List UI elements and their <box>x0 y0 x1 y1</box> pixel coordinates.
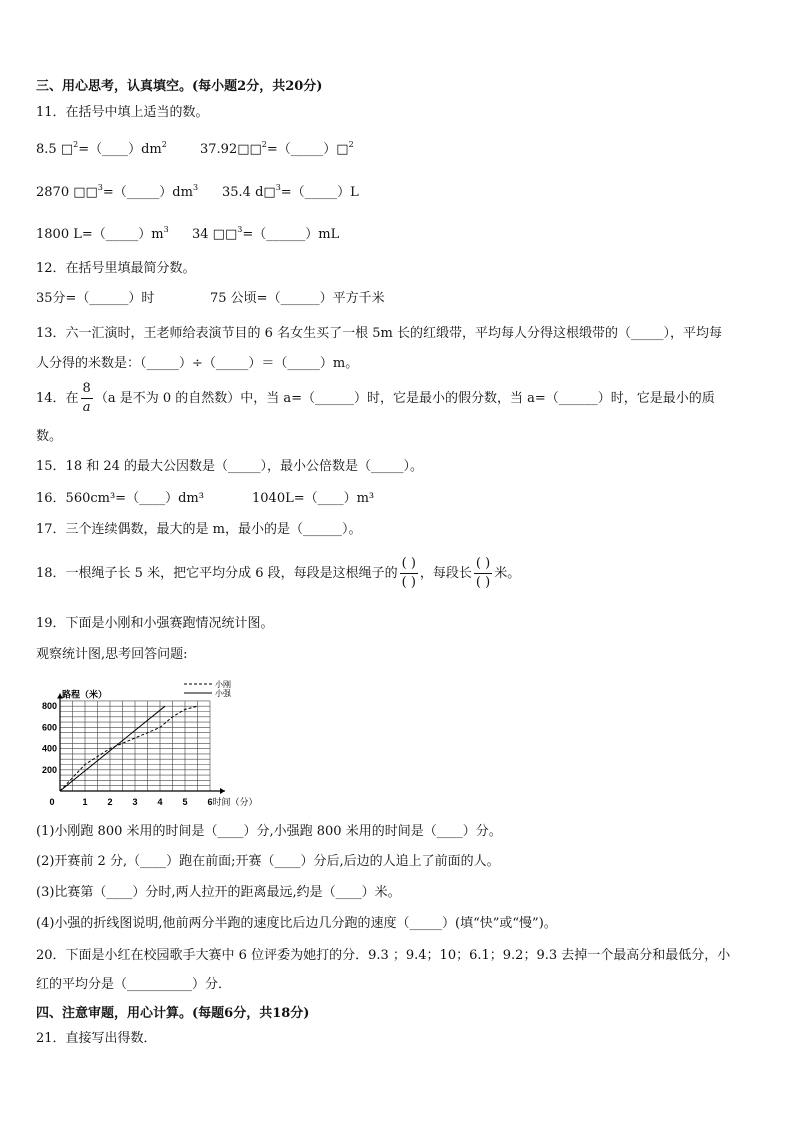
x-tick-label: 4 <box>157 797 163 806</box>
y-axis-label: 路程（米） <box>62 690 108 701</box>
q19-sub3: (3)比赛第（____）分时,两人拉开的距离最远,约是（____）米。 <box>36 885 401 900</box>
q11-row1-b: 37.92□□$^2$=（_____）□$^2$ <box>200 140 354 157</box>
q11-row2-a: 2870 $□□^3=(\_\_\_\_\_)dm^3$ <box>36 183 199 200</box>
q13-line1: 13．六一汇演时，王老师给表演节目的 6 名女生买了一根 5m 长的红缎带，平均每人分得这根缎带的（_____），平均每 <box>36 326 722 341</box>
q13-line2: 人分得的米数是：（_____）÷（_____）＝（_____）m。 <box>36 356 359 371</box>
q21-title: 21．直接写出得数． <box>36 1031 157 1046</box>
q18-fraction-2: $\frac{( )}{( )}$ <box>475 556 491 590</box>
x-tick-label: 2 <box>107 797 113 806</box>
race-line-chart <box>34 676 274 806</box>
q16-a: 16．560cm³=（____）dm³ <box>36 491 204 506</box>
q18: 18．一根绳子长 5 米，把它平均分成 6 段，每段是这根绳子的 $\frac{( )}{( )}$ ，每段长 $\frac{( )}{( )}$ 米。 <box>36 556 521 590</box>
q14-line2: 数。 <box>36 429 63 444</box>
x-axis-label: 时间（分） <box>212 798 258 806</box>
x-axis-arrow <box>220 788 225 794</box>
q19-intro: 观察统计图,思考回答问题: <box>36 647 188 662</box>
q19-sub4: (4)小强的折线图说明,他前两分半跑的速度比后边几分跑的速度（_____）(填“快”或“慢”)。 <box>36 916 557 931</box>
legend-label: 小刚 <box>215 680 231 689</box>
x-tick-label: 0 <box>49 797 55 806</box>
section-4-title: 四、注意审题，用心计算。(每题6分，共18分) <box>36 1006 310 1021</box>
q19-title: 19．下面是小刚和小强赛跑情况统计图。 <box>36 616 274 631</box>
q16-b: 1040L=（____）m³ <box>252 491 375 506</box>
q20-line1: 20．下面是小红在校园歌手大赛中 6 位评委为她打的分．9.3 ；9.4；10；6.1；9.2；9.3 去掉一个最高分和最低分，小 <box>36 948 731 963</box>
x-tick-label: 6 <box>207 797 213 806</box>
q12-title: 12．在括号里填最简分数。 <box>36 261 196 276</box>
q19-sub1: (1)小刚跑 800 米用的时间是（____）分,小强跑 800 米用的时间是（____）分。 <box>36 824 502 839</box>
q17: 17．三个连续偶数，最大的是 m，最小的是（______）。 <box>36 522 362 537</box>
x-tick-label: 5 <box>182 797 188 806</box>
x-tick-label: 1 <box>82 797 88 806</box>
y-tick-label: 800 <box>41 701 57 712</box>
q15: 15．18 和 24 的最大公因数是（_____），最小公倍数是（_____）。 <box>36 459 424 474</box>
q20-line2: 红的平均分是（__________）分． <box>36 977 232 992</box>
q12-a: 35分=（______）时 <box>36 291 155 306</box>
section-3-title: 三、用心思考，认真填空。(每小题2分，共20分) <box>36 79 323 94</box>
q11-row3-b: 34 □□$^3$=（______）mL <box>192 225 340 242</box>
q18-fraction-1: $\frac{( )}{( )}$ <box>401 556 416 590</box>
q12-b: 75 公顷=（______）平方千米 <box>210 291 385 306</box>
q14-fraction: $\frac{8}{a}$ <box>82 381 91 415</box>
q11-row3-a: 1800 $L=(\_\_\_\_\_)m^3$ <box>36 225 169 242</box>
q11-row2-b: 35.4 d□$^3$=（_____）L <box>222 183 359 200</box>
y-tick-label: 200 <box>41 764 57 775</box>
y-tick-label: 400 <box>41 743 57 754</box>
q14-line1: 14．在 $\frac{8}{a}$ （a 是不为 0 的自然数）中，当 a=（______）时，它是最小的假分数，当 a=（______）时，它是最小的质 <box>36 381 715 415</box>
q11-title: 11．在括号中填上适当的数。 <box>36 105 209 120</box>
q11-row1-a: 8.5 $□^2=(\_\_\_\_)dm^2$ <box>36 140 167 157</box>
q19-sub2: (2)开赛前 2 分,（____）跑在前面;开赛（____）分后,后边的人追上了前面的人。 <box>36 854 500 869</box>
x-tick-label: 3 <box>132 797 138 806</box>
y-tick-label: 600 <box>41 722 57 733</box>
legend-label: 小强 <box>215 689 231 698</box>
